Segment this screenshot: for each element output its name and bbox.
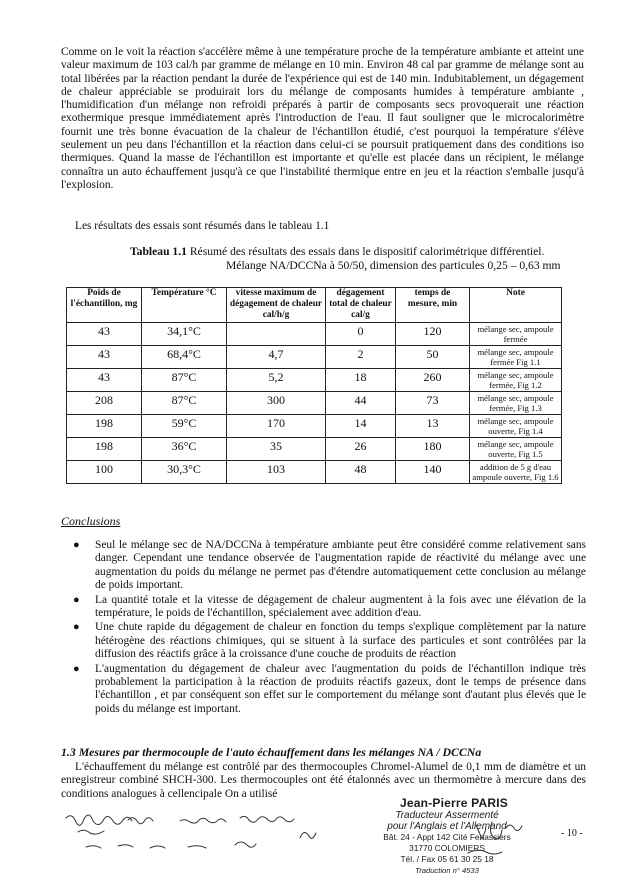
- cell-temperature: 87°C: [142, 392, 227, 415]
- cell-temperature: 68,4°C: [142, 346, 227, 369]
- section-text-end: ncipale On a utilisé: [189, 787, 278, 800]
- cell-max-rate: 35: [227, 438, 326, 461]
- cell-max-rate: 300: [227, 392, 326, 415]
- stamp-phone: Tél. / Fax 05 61 30 25 18: [400, 854, 494, 864]
- stamp-languages: pour l'Anglais et l'Allemand: [387, 821, 507, 832]
- section-paragraph: [61, 761, 586, 801]
- cell-total-heat: 48: [326, 461, 396, 484]
- bullet-text: L'augmentation du dégagement de chaleur avec l'augmentation du poids de l'échantillon indique très probablement la participation à la réaction de produits réactifs gazeux, dont le temps de présence dans l'échantillon , et par conséquent son effet sur le comportement du mélange sont d'autant plus élevés que le poids du mélange est important.: [95, 662, 586, 715]
- cell-temperature: 87°C: [142, 369, 227, 392]
- cell-note: mélange sec, ampoule ouverte, Fig 1.5: [470, 438, 562, 461]
- cell-note: addition de 5 g d'eau ampoule ouverte, Fig 1.6: [470, 461, 562, 484]
- stamp-city: 31770 COLOMIERS: [409, 843, 485, 853]
- cell-max-rate: 170: [227, 415, 326, 438]
- cell-duration: 140: [396, 461, 470, 484]
- bullet-icon: ●: [73, 662, 80, 675]
- stamp-translation-number: Traduction n° 4533: [415, 866, 479, 875]
- cell-weight: 43: [67, 369, 142, 392]
- stamp-title: Traducteur Assermenté: [395, 810, 499, 821]
- cell-temperature: 30,3°C: [142, 461, 227, 484]
- cell-weight: 100: [67, 461, 142, 484]
- bullet-icon: ●: [73, 593, 80, 606]
- header-duration: temps de mesure, min: [396, 288, 470, 323]
- cell-weight: 43: [67, 346, 142, 369]
- cell-duration: 73: [396, 392, 470, 415]
- translator-stamp: [372, 796, 522, 876]
- cell-duration: 180: [396, 438, 470, 461]
- table-row: [67, 392, 562, 415]
- intro-paragraph: Comme on le voit la réaction s'accélère même à une température proche de la température ambiante et atteint une valeur maximum de 103 cal/h par gramme de mélange en 10 min. Environ 48 cal par gramme de mélange sont au total libérées par la réaction pendant la durée de l'expérience qui est de 140 min. Indubitablement, un dégagement de chaleur appréciable se produirait lors du mélange de composants humides à température ambiante , l'humidification d'un mélange non refroidi préparés à partir de composants secs provoquerait une réaction exothermique presque immédiatement après l'introduction de l'eau. Il faut souligner que le microcalorimètre fournit une très bonne évacuation de la chaleur de l'échantillon étudié, c'est pourquoi la température s'élève seulement un peu dans l'échantillon et la réaction dans celui-ci se poursuit pratiquement dans des conditions iso thermiques. Quand la masse de l'échantillon est importante et qu'elle est placée dans un récipient, le mélange connaîtra un auto échauffement jusqu'à ce que l'instabilité thermique entre en jeu et la réaction s'emballe jusqu'à l'explosion.: [61, 46, 584, 191]
- table-row: [67, 346, 562, 369]
- list-item: [61, 539, 586, 593]
- list-item: [61, 621, 586, 661]
- header-total-heat: dégagement total de chaleur cal/g: [326, 288, 396, 323]
- cell-weight: 208: [67, 392, 142, 415]
- cell-duration: 13: [396, 415, 470, 438]
- cell-note: mélange sec, ampoule fermée, Fig 1.3: [470, 392, 562, 415]
- header-temperature: Température °C: [142, 288, 227, 323]
- table-caption-line1: Résumé des résultats des essais dans le dispositif calorimétrique différentiel.: [189, 245, 545, 258]
- cell-max-rate: [227, 323, 326, 346]
- stamp-name: Jean-Pierre PARIS: [400, 796, 508, 810]
- cell-max-rate: 5,2: [227, 369, 326, 392]
- section-text: L'échauffement du mélange est contrôlé par des thermocouples Chromel-Alumel de 0,1 mm de diamètre et un enregistreur combiné SHCH-300. Les thermocouples ont été étalonnés avec un thermomètre à mercure dans des conditions analogues à celle: [61, 761, 586, 800]
- table-caption-line2: Mélange NA/DCCNa à 50/50, dimension des particules 0,25 – 0,63 mm: [226, 258, 561, 272]
- table-header-row: [67, 288, 562, 323]
- table-row: [67, 323, 562, 346]
- results-intro-text: Les résultats des essais sont résumés dans le tableau 1.1: [75, 220, 330, 232]
- page-number: - 10 -: [561, 828, 583, 839]
- cell-total-heat: 14: [326, 415, 396, 438]
- cell-duration: 50: [396, 346, 470, 369]
- cell-duration: 260: [396, 369, 470, 392]
- cell-total-heat: 2: [326, 346, 396, 369]
- cell-total-heat: 44: [326, 392, 396, 415]
- cell-temperature: 34,1°C: [142, 323, 227, 346]
- header-note: Note: [470, 288, 562, 323]
- cell-max-rate: 4,7: [227, 346, 326, 369]
- table-row: [67, 369, 562, 392]
- list-item: [61, 594, 586, 621]
- table-row: [67, 438, 562, 461]
- table-row: [67, 461, 562, 484]
- cell-max-rate: 103: [227, 461, 326, 484]
- table-caption: [130, 245, 586, 272]
- bullet-text: Seul le mélange sec de NA/DCCNa à température ambiante peut être considéré comme relativement sans danger. Cependant une tendance observée de l'augmentation rapide de réactivité du mélange avec une augmentation du poids du mélange ne permet pas d'étendre automatiquement cette conclusion au mélange de poids important.: [95, 539, 586, 592]
- header-max-rate: vitesse maximum de dégagement de chaleur cal/h/g: [227, 288, 326, 323]
- cell-total-heat: 0: [326, 323, 396, 346]
- cell-weight: 198: [67, 438, 142, 461]
- bullet-text: Une chute rapide du dégagement de chaleur en fonction du temps s'explique complètement par la nature hétérogène des réactions chimiques, qui se situent à la surface des particules et sont contrôlées par la diffusion des réactifs grâce à la croissance d'une couche de produits de réaction: [95, 621, 586, 661]
- cell-note: mélange sec, ampoule fermée, Fig 1.2: [470, 369, 562, 392]
- cell-note: mélange sec, ampoule fermée: [470, 323, 562, 346]
- results-intro-paragraph: [61, 220, 584, 233]
- stamp-address: Bât. 24 - Appt 142 Cité Fenassiers: [383, 832, 511, 842]
- table-row: [67, 415, 562, 438]
- list-item: [61, 663, 586, 717]
- bullet-icon: ●: [73, 621, 80, 634]
- cell-weight: 43: [67, 323, 142, 346]
- cell-note: mélange sec, ampoule ouverte, Fig 1.4: [470, 415, 562, 438]
- cell-note: mélange sec, ampoule fermée Fig 1.1: [470, 346, 562, 369]
- header-weight: Poids de l'échantillon, mg: [67, 288, 142, 323]
- cell-weight: 198: [67, 415, 142, 438]
- table-caption-label: Tableau 1.1: [130, 245, 187, 258]
- section-title: 1.3 Mesures par thermocouple de l'auto échauffement dans les mélanges NA / DCCNa: [61, 745, 482, 759]
- cell-temperature: 59°C: [142, 415, 227, 438]
- cell-temperature: 36°C: [142, 438, 227, 461]
- conclusions-list: [61, 539, 586, 717]
- cell-total-heat: 18: [326, 369, 396, 392]
- bullet-icon: ●: [73, 539, 80, 551]
- bullet-text: La quantité totale et la vitesse de dégagement de chaleur augmentent à la fois avec une élévation de la température, le poids de l'échantillon, spécialement avec addition d'eau.: [95, 593, 586, 620]
- cell-duration: 120: [396, 323, 470, 346]
- results-table: [66, 287, 562, 484]
- cell-total-heat: 26: [326, 438, 396, 461]
- conclusions-heading: Conclusions: [61, 514, 121, 528]
